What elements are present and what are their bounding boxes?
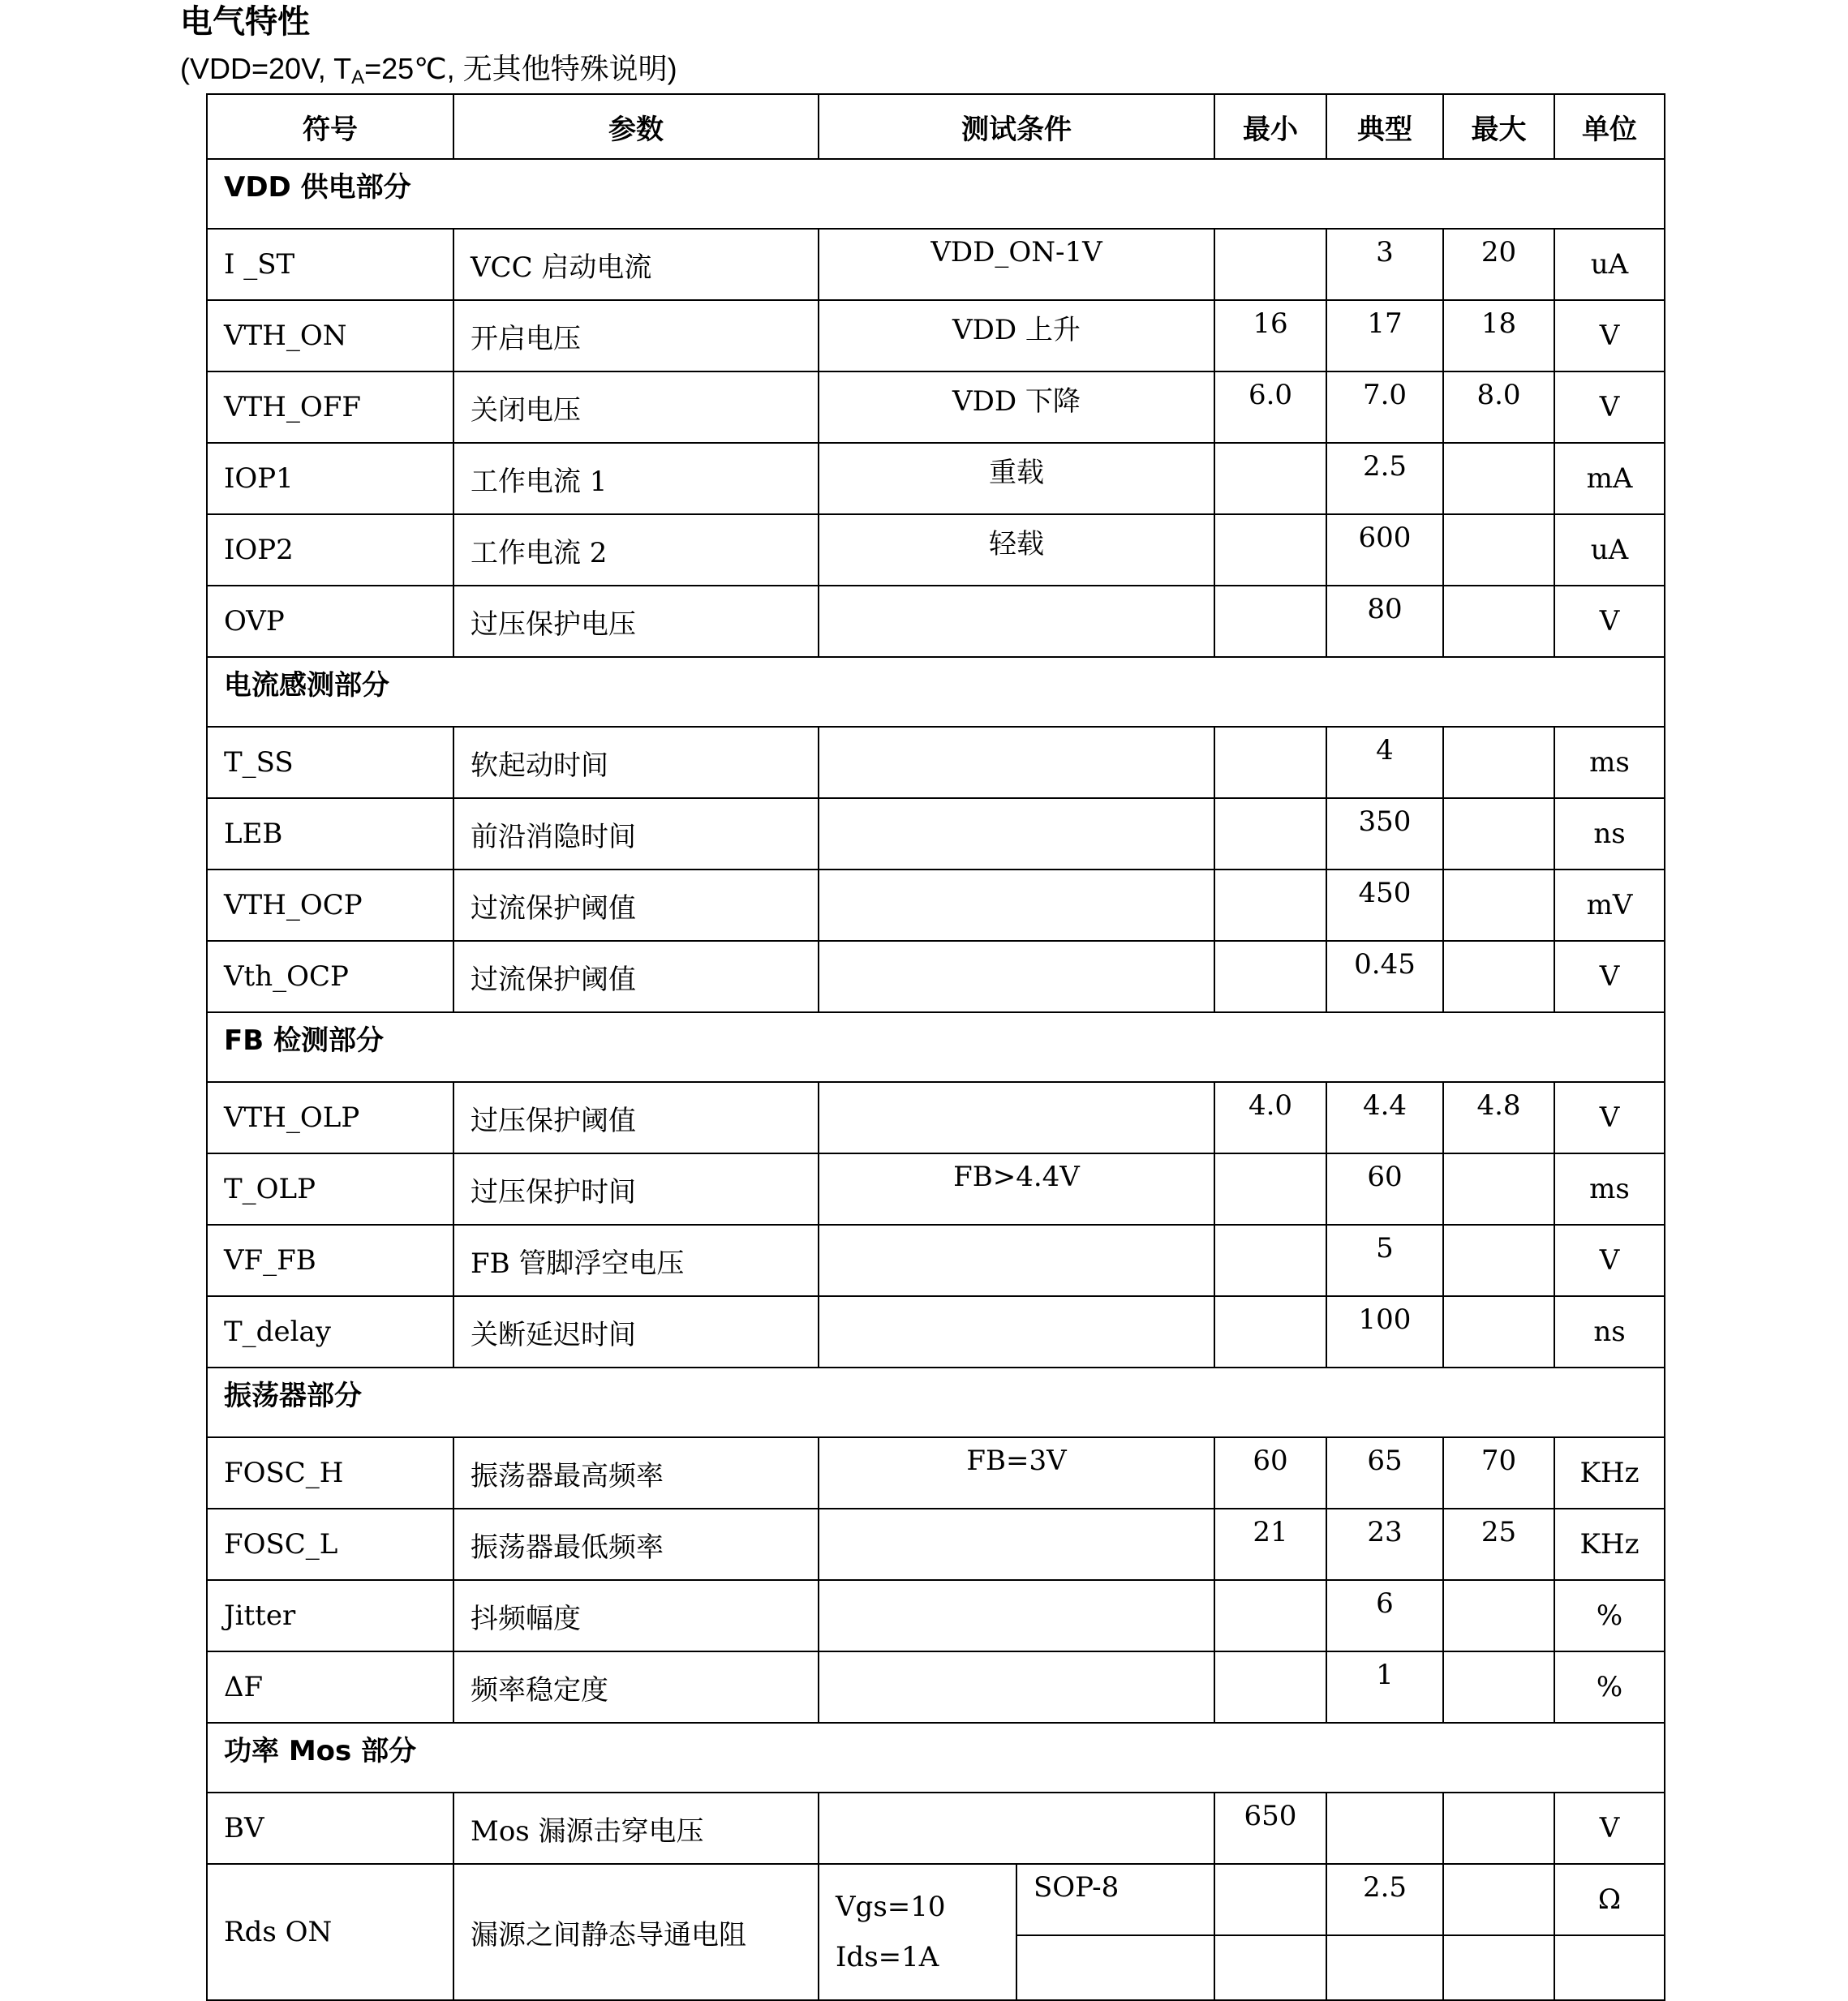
section-header-row	[207, 657, 1665, 727]
max-cell	[1443, 1651, 1554, 1723]
symbol-cell: I _ST	[207, 229, 453, 300]
parameter-cell: 过流保护阈值	[453, 941, 819, 1012]
min-cell: 4.0	[1214, 1082, 1326, 1153]
package-cell: SOP-8	[1016, 1864, 1214, 1935]
parameter-cell: 过压保护电压	[453, 586, 819, 657]
parameter-cell: FB 管脚浮空电压	[453, 1225, 819, 1296]
section-name: 功率 Mos 部分	[207, 1723, 1665, 1793]
table-row	[207, 229, 1665, 300]
typ-cell: 0.45	[1326, 941, 1443, 1012]
test-condition-cell: 轻载	[819, 514, 1214, 586]
parameter-cell: 振荡器最低频率	[453, 1509, 819, 1580]
table-row	[207, 1225, 1665, 1296]
unit-cell: V	[1554, 300, 1665, 371]
unit-cell: mV	[1554, 870, 1665, 941]
max-cell	[1443, 514, 1554, 586]
column-header: 典型	[1326, 94, 1443, 159]
table-row	[207, 1509, 1665, 1580]
table-row	[207, 1793, 1665, 1864]
min-cell	[1214, 798, 1326, 870]
condition-prefix: (VDD=20V, T	[180, 52, 352, 85]
min-cell	[1214, 229, 1326, 300]
symbol-cell: LEB	[207, 798, 453, 870]
symbol-cell: VTH_OLP	[207, 1082, 453, 1153]
min-cell	[1214, 727, 1326, 798]
min-cell: 21	[1214, 1509, 1326, 1580]
section-name: 振荡器部分	[207, 1368, 1665, 1437]
test-condition-note	[180, 50, 677, 97]
min-cell	[1214, 1153, 1326, 1225]
typ-cell: 4	[1326, 727, 1443, 798]
parameter-cell: 关闭电压	[453, 371, 819, 443]
table-row	[207, 798, 1665, 870]
test-condition-cell: FB>4.4V	[819, 1153, 1214, 1225]
test-condition-cell	[819, 727, 1214, 798]
parameter-cell: 过压保护时间	[453, 1153, 819, 1225]
symbol-cell: T_OLP	[207, 1153, 453, 1225]
max-cell: 18	[1443, 300, 1554, 371]
symbol-cell: Jitter	[207, 1580, 453, 1651]
parameter-cell: 抖频幅度	[453, 1580, 819, 1651]
min-cell	[1214, 870, 1326, 941]
test-condition-cell	[819, 941, 1214, 1012]
unit-cell: V	[1554, 1225, 1665, 1296]
table-row	[207, 586, 1665, 657]
table-row	[207, 514, 1665, 586]
symbol-cell: VTH_OCP	[207, 870, 453, 941]
table-row	[207, 1437, 1665, 1509]
typ-cell: 65	[1326, 1437, 1443, 1509]
test-condition-cell	[819, 586, 1214, 657]
empty-cell	[1326, 1935, 1443, 2000]
symbol-cell: VTH_OFF	[207, 371, 453, 443]
typ-cell: 7.0	[1326, 371, 1443, 443]
header-row	[207, 94, 1665, 159]
unit-cell: %	[1554, 1651, 1665, 1723]
test-condition-cell: VDD 上升	[819, 300, 1214, 371]
max-cell	[1443, 727, 1554, 798]
min-cell	[1214, 443, 1326, 514]
parameter-cell: 频率稳定度	[453, 1651, 819, 1723]
typ-cell: 600	[1326, 514, 1443, 586]
typ-cell: 60	[1326, 1153, 1443, 1225]
parameter-cell: 前沿消隐时间	[453, 798, 819, 870]
unit-cell: V	[1554, 371, 1665, 443]
max-cell	[1443, 443, 1554, 514]
max-cell	[1443, 1296, 1554, 1368]
symbol-cell: IOP2	[207, 514, 453, 586]
section-title: 电气特性	[180, 3, 310, 41]
min-cell	[1214, 586, 1326, 657]
empty-cell	[1443, 1935, 1554, 2000]
test-condition-cell: 重载	[819, 443, 1214, 514]
min-cell: 60	[1214, 1437, 1326, 1509]
max-cell	[1443, 870, 1554, 941]
max-cell: 20	[1443, 229, 1554, 300]
parameter-cell: 开启电压	[453, 300, 819, 371]
typ-cell: 1	[1326, 1651, 1443, 1723]
unit-cell: ns	[1554, 798, 1665, 870]
max-cell	[1443, 1864, 1554, 1935]
min-cell	[1214, 1864, 1326, 1935]
unit-cell: %	[1554, 1580, 1665, 1651]
electrical-characteristics-table	[206, 93, 1665, 2001]
condition-subscript: A	[351, 67, 365, 88]
max-cell	[1443, 1225, 1554, 1296]
typ-cell: 450	[1326, 870, 1443, 941]
section-header-row	[207, 159, 1665, 229]
symbol-cell: OVP	[207, 586, 453, 657]
table-row	[207, 1153, 1665, 1225]
typ-cell: 3	[1326, 229, 1443, 300]
symbol-cell: FOSC_H	[207, 1437, 453, 1509]
typ-cell: 100	[1326, 1296, 1443, 1368]
test-condition-cell	[819, 1580, 1214, 1651]
symbol-cell: ΔF	[207, 1651, 453, 1723]
unit-cell: V	[1554, 941, 1665, 1012]
table-row	[207, 443, 1665, 514]
min-cell: 650	[1214, 1793, 1326, 1864]
min-cell: 16	[1214, 300, 1326, 371]
symbol-cell: T_delay	[207, 1296, 453, 1368]
min-cell	[1214, 1651, 1326, 1723]
empty-cell	[1554, 1935, 1665, 2000]
parameter-cell: 工作电流 1	[453, 443, 819, 514]
typ-cell: 17	[1326, 300, 1443, 371]
column-header: 最小	[1214, 94, 1326, 159]
table-row	[207, 1651, 1665, 1723]
min-cell	[1214, 1580, 1326, 1651]
max-cell: 70	[1443, 1437, 1554, 1509]
unit-cell: KHz	[1554, 1509, 1665, 1580]
parameter-cell: 关断延迟时间	[453, 1296, 819, 1368]
test-condition-cell	[819, 1082, 1214, 1153]
column-header: 符号	[207, 94, 453, 159]
test-condition-cell	[819, 1793, 1214, 1864]
empty-cell	[1016, 1935, 1214, 2000]
min-cell: 6.0	[1214, 371, 1326, 443]
max-cell: 25	[1443, 1509, 1554, 1580]
test-condition-cell	[819, 1296, 1214, 1368]
max-cell	[1443, 1153, 1554, 1225]
section-header-row	[207, 1012, 1665, 1082]
unit-cell: ms	[1554, 727, 1665, 798]
typ-cell: 4.4	[1326, 1082, 1443, 1153]
parameter-cell: 工作电流 2	[453, 514, 819, 586]
parameter-cell: 软起动时间	[453, 727, 819, 798]
min-cell	[1214, 1296, 1326, 1368]
table-row	[207, 727, 1665, 798]
test-condition-cell	[819, 1225, 1214, 1296]
test-condition-cell: FB=3V	[819, 1437, 1214, 1509]
column-header: 单位	[1554, 94, 1665, 159]
test-condition-cell: VDD 下降	[819, 371, 1214, 443]
vgs-condition: Vgs=10	[836, 1891, 946, 1923]
test-condition-cell	[819, 798, 1214, 870]
symbol-cell: VF_FB	[207, 1225, 453, 1296]
symbol-cell: FOSC_L	[207, 1509, 453, 1580]
parameter-cell: 过压保护阈值	[453, 1082, 819, 1153]
table-row	[207, 1580, 1665, 1651]
typ-cell: 80	[1326, 586, 1443, 657]
max-cell	[1443, 1793, 1554, 1864]
empty-cell	[1214, 1935, 1326, 2000]
unit-cell: Ω	[1554, 1864, 1665, 1935]
test-condition-cell	[819, 1509, 1214, 1580]
unit-cell: ms	[1554, 1153, 1665, 1225]
symbol-cell: Rds ON	[207, 1864, 453, 2000]
symbol-cell: Vth_OCP	[207, 941, 453, 1012]
typ-cell: 6	[1326, 1580, 1443, 1651]
typ-cell: 2.5	[1326, 1864, 1443, 1935]
table-row	[207, 1082, 1665, 1153]
typ-cell: 23	[1326, 1509, 1443, 1580]
table-row	[207, 941, 1665, 1012]
unit-cell: ns	[1554, 1296, 1665, 1368]
section-name: 电流感测部分	[207, 657, 1665, 727]
test-condition-cell	[819, 870, 1214, 941]
typ-cell	[1326, 1793, 1443, 1864]
table-row	[207, 371, 1665, 443]
test-condition-cell	[819, 1864, 1016, 2000]
table-row	[207, 870, 1665, 941]
max-cell	[1443, 798, 1554, 870]
section-header-row	[207, 1368, 1665, 1437]
column-header: 测试条件	[819, 94, 1214, 159]
max-cell	[1443, 941, 1554, 1012]
max-cell: 8.0	[1443, 371, 1554, 443]
max-cell: 4.8	[1443, 1082, 1554, 1153]
condition-suffix: =25℃, 无其他特殊说明)	[364, 52, 677, 85]
min-cell	[1214, 1225, 1326, 1296]
section-header-row	[207, 1723, 1665, 1793]
unit-cell: uA	[1554, 514, 1665, 586]
symbol-cell: VTH_ON	[207, 300, 453, 371]
column-header: 最大	[1443, 94, 1554, 159]
min-cell	[1214, 514, 1326, 586]
typ-cell: 5	[1326, 1225, 1443, 1296]
ids-condition: Ids=1A	[836, 1941, 939, 1973]
section-name: VDD 供电部分	[207, 159, 1665, 229]
max-cell	[1443, 586, 1554, 657]
test-condition-cell	[819, 1651, 1214, 1723]
symbol-cell: IOP1	[207, 443, 453, 514]
parameter-cell: 过流保护阈值	[453, 870, 819, 941]
parameter-cell: Mos 漏源击穿电压	[453, 1793, 819, 1864]
table-row	[207, 300, 1665, 371]
parameter-cell: 振荡器最高频率	[453, 1437, 819, 1509]
test-condition-cell: VDD_ON-1V	[819, 229, 1214, 300]
table-row	[207, 1864, 1665, 1935]
section-name: FB 检测部分	[207, 1012, 1665, 1082]
unit-cell: uA	[1554, 229, 1665, 300]
typ-cell: 350	[1326, 798, 1443, 870]
parameter-cell: 漏源之间静态导通电阻	[453, 1864, 819, 2000]
unit-cell: KHz	[1554, 1437, 1665, 1509]
unit-cell: V	[1554, 586, 1665, 657]
typ-cell: 2.5	[1326, 443, 1443, 514]
unit-cell: mA	[1554, 443, 1665, 514]
table-row	[207, 1296, 1665, 1368]
unit-cell: V	[1554, 1082, 1665, 1153]
max-cell	[1443, 1580, 1554, 1651]
column-header: 参数	[453, 94, 819, 159]
unit-cell: V	[1554, 1793, 1665, 1864]
symbol-cell: BV	[207, 1793, 453, 1864]
parameter-cell: VCC 启动电流	[453, 229, 819, 300]
min-cell	[1214, 941, 1326, 1012]
symbol-cell: T_SS	[207, 727, 453, 798]
